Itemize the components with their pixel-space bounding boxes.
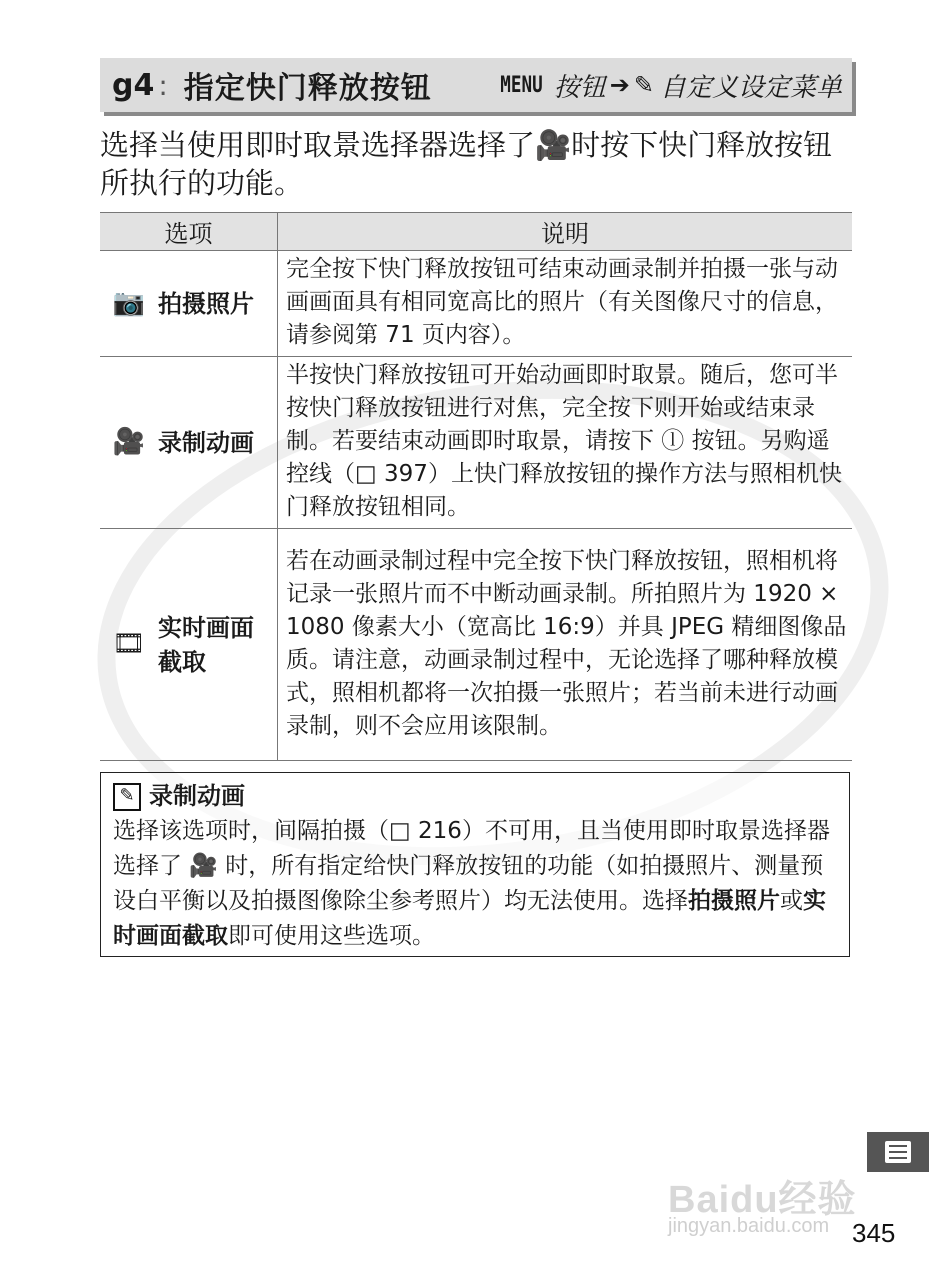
movie-frame-capture-icon: 🎞 [112, 629, 146, 659]
menu-path [495, 67, 842, 104]
camera-icon: 📷 [112, 288, 146, 318]
column-header-option: 选项 [100, 213, 278, 251]
table-header-row [100, 213, 852, 251]
menu-path-button: 按钮 [553, 72, 606, 103]
section-code: g4 [112, 67, 155, 103]
menu-list-icon [885, 1141, 911, 1163]
movie-camera-icon: 🎥 [535, 128, 572, 162]
note-text: 或 [780, 888, 803, 914]
option-description: 若在动画录制过程中完全按下快门释放按钮，照相机将记录一张照片而不中断动画录制。所拍照片为 1920 × 1080 像素大小（宽高比 16:9）并具 JPEG 精细图像品质。请注意，动画录制过程中，无论选择了哪种释放模式，照相机都将一次拍摄一张照片；若当前未进行动画录制，则不会应用该限制。 [278, 529, 853, 761]
menu-button-label: MENU [500, 72, 543, 98]
arrow-icon: ➔ [609, 71, 630, 99]
note-heading [113, 779, 837, 814]
menu-path-custom-settings: 自定义设定菜单 [659, 72, 842, 103]
table-row [100, 529, 852, 761]
watermark-url: jingyan.baidu.com [668, 1215, 830, 1237]
movie-camera-icon: 🎥 [112, 427, 146, 457]
intro-text-2: 时按下快门释放按钮所执行的功能。 [100, 128, 833, 200]
page-number: 345 [852, 1218, 896, 1248]
table-row [100, 251, 852, 357]
section-colon: : [158, 68, 168, 102]
section-title: 指定快门释放按钮 [183, 71, 432, 106]
note-text: 即可使用这些选项。 [228, 923, 435, 949]
baidu-watermark: Baidu经验 [668, 1179, 857, 1221]
note-bold-option: 拍摄照片 [688, 888, 780, 914]
column-header-description: 说明 [278, 213, 853, 251]
note-body [113, 814, 837, 954]
option-description: 完全按下快门释放按钮可结束动画录制并拍摄一张与动画画面具有相同宽高比的照片（有关图像尺寸的信息，请参阅第 71 页内容）。 [278, 251, 853, 357]
options-table [100, 212, 852, 761]
note-box [100, 772, 850, 957]
table-row [100, 357, 852, 529]
option-label: 拍摄照片 [158, 289, 254, 318]
option-label: 录制动画 [158, 428, 254, 457]
pencil-icon: ✎ [633, 71, 654, 99]
intro-text-1: 选择当使用即时取景选择器选择了 [100, 128, 536, 162]
intro-paragraph [100, 126, 860, 202]
section-header [100, 58, 852, 112]
note-bold-option: 实时画面截取 [113, 888, 826, 949]
pencil-note-icon: ✎ [113, 783, 141, 811]
menu-section-tab [867, 1132, 929, 1172]
option-label: 实时画面截取 [158, 613, 254, 676]
note-text: 选择该选项时，间隔拍摄（□ 216）不可用，且当使用即时取景选择器选择了 🎥 时，所有指定给快门释放按钮的功能（如拍摄照片、测量预设白平衡以及拍摄图像除尘参考照片）均无法使用。选择 [113, 818, 830, 914]
note-title: 录制动画 [149, 782, 245, 810]
option-description: 半按快门释放按钮可开始动画即时取景。随后，您可半按快门释放按钮进行对焦，完全按下则开始或结束录制。若要结束动画即时取景，请按下 ⓛ 按钮。另购遥控线（□ 397）上快门释放按钮的操作方法与照相机快门释放按钮相同。 [278, 357, 853, 529]
